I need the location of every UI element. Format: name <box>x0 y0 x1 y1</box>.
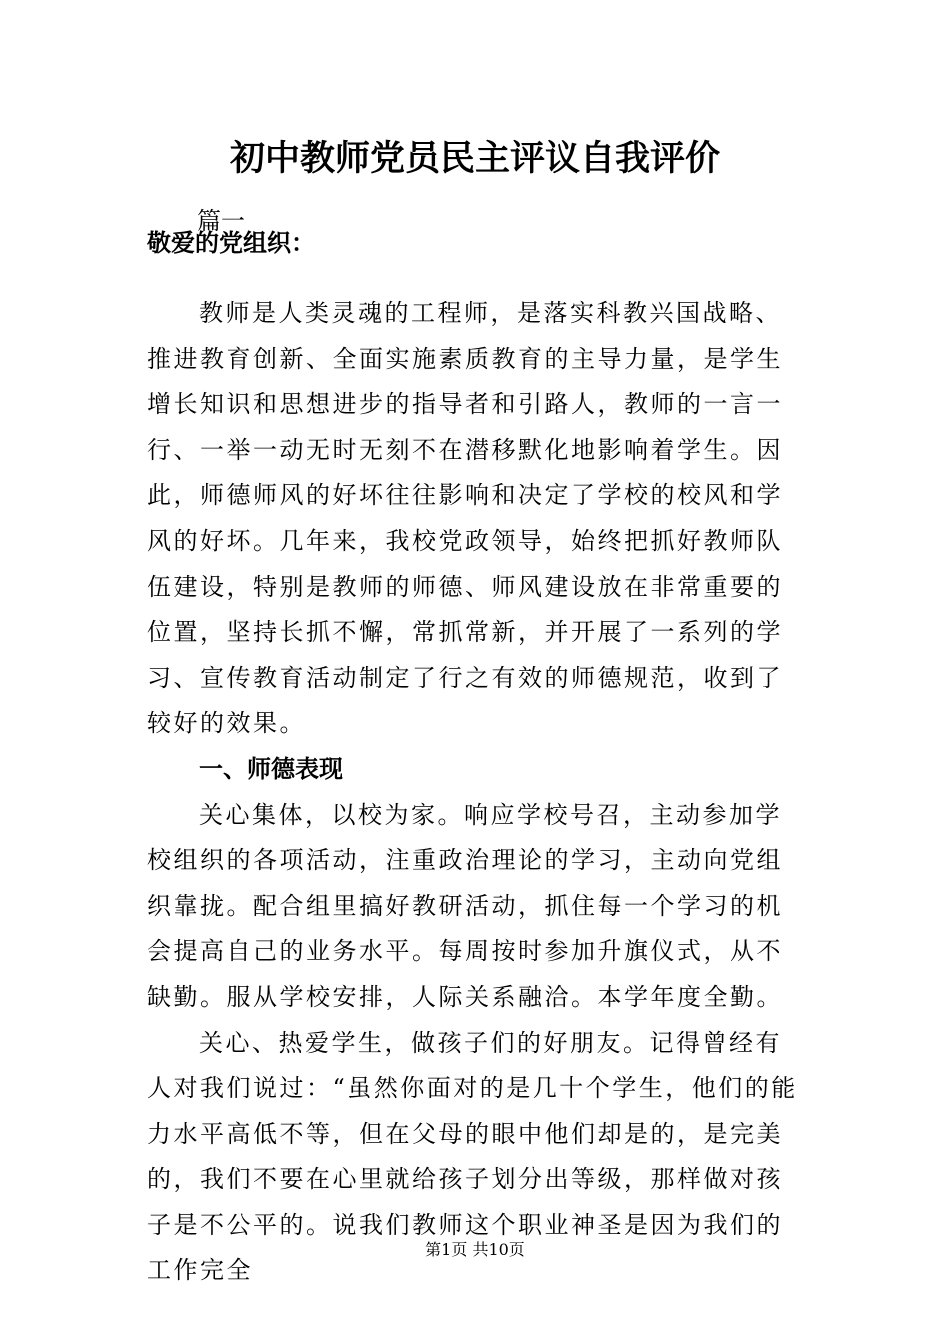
page-footer: 第1页 共10页 <box>425 1240 525 1259</box>
paragraph: 关心、热爱学生，做孩子们的好朋友。记得曾经有人对我们说过：“虽然你面对的是几十个学生，他们的能力水平高低不等，但在父母的眼中他们却是的，是完美的，我们不要在心里就给孩子划分出等级，那样做对孩子是不公平的。说我们教师这个职业神圣是因为我们的工作完全 <box>147 1028 798 1285</box>
salutation: 敬爱的党组织： <box>147 229 315 257</box>
paragraph: 关心集体，以校为家。响应学校号召，主动参加学校组织的各项活动，注重政治理论的学习，主动向党组织靠拢。配合组里搞好教研活动，抓住每一个学习的机会提高自己的业务水平。每周按时参加升旗仪式，从不缺勤。服从学校安排，人际关系融洽。本学年度全勤。 <box>147 800 783 1011</box>
document-body <box>147 291 807 1294</box>
section-label: 篇一 <box>197 207 245 235</box>
paragraph: 教师是人类灵魂的工程师，是落实科教兴国战略、推进教育创新、全面实施素质教育的主导力量，是学生增长知识和思想进步的指导者和引路人，教师的一言一行、一举一动无时无刻不在潜移默化地影响着学生。因此，师德师风的好坏往往影响和决定了学校的校风和学风的好坏。几年来，我校党政领导，始终把抓好教师队伍建设，特别是教师的师德、师风建设放在非常重要的位置，坚持长抓不懈，常抓常新，并开展了一系列的学习、宣传教育活动制定了行之有效的师德规范，收到了较好的效果。 <box>147 299 783 738</box>
document-title: 初中教师党员民主评议自我评价 <box>229 138 720 179</box>
section-heading: 一、师德表现 <box>199 754 343 783</box>
